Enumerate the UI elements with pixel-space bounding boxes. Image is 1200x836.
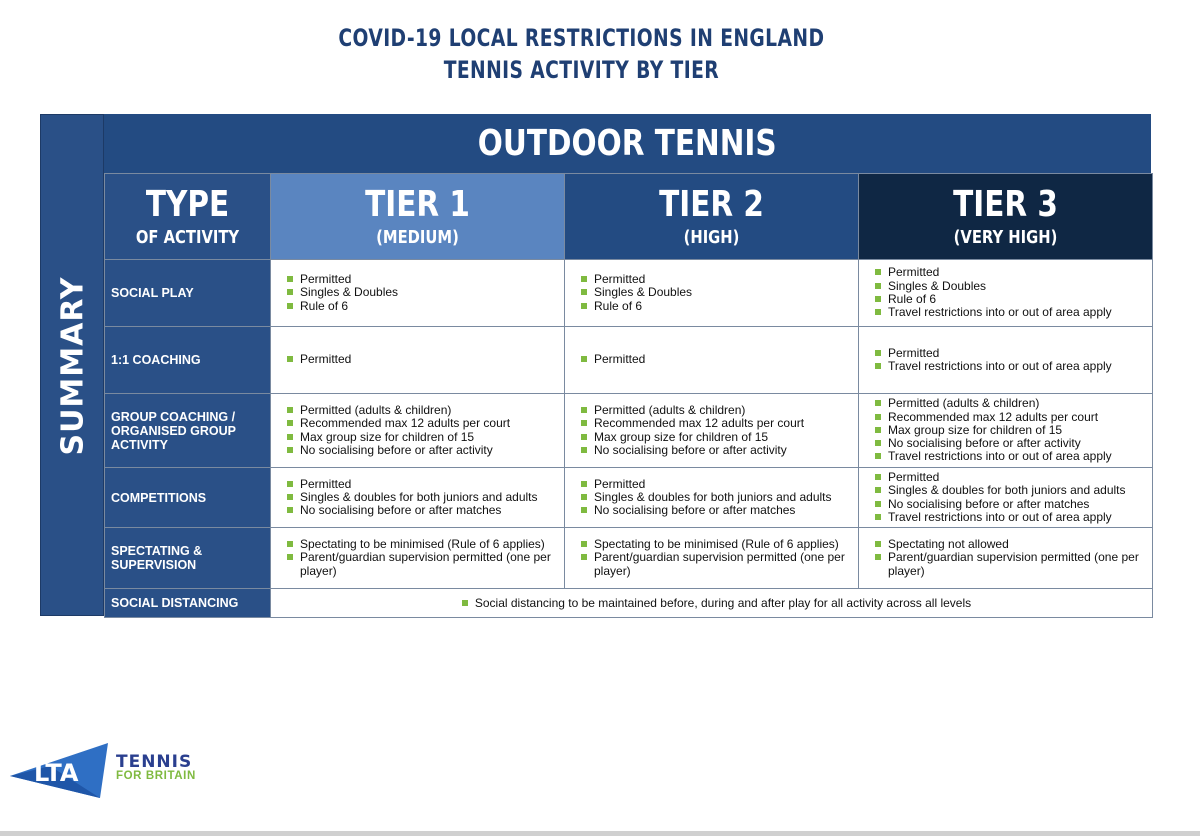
tier-1-cell — [271, 260, 565, 327]
tier-1-cell — [271, 327, 565, 394]
bullet-item: Permitted — [581, 273, 852, 286]
title-line-1: COVID-19 LOCAL RESTRICTIONS IN ENGLAND — [338, 24, 825, 52]
tier-2-cell — [565, 394, 859, 468]
bullet-item: Travel restrictions into or out of area apply — [875, 306, 1146, 319]
bullet-list — [875, 471, 1146, 524]
bullet-item: Permitted — [287, 273, 558, 286]
bullet-list — [875, 347, 1146, 374]
bullet-item: Permitted — [287, 353, 558, 366]
type-title: TYPE — [145, 183, 230, 225]
table-body — [105, 260, 1153, 589]
activity-label: GROUP COACHING / ORGANISED GROUP ACTIVITY — [105, 394, 271, 468]
bullet-list — [581, 538, 852, 578]
bullet-item: Singles & Doubles — [581, 286, 852, 299]
bullet-item: No socialising before or after activity — [875, 437, 1146, 450]
bullet-list — [581, 404, 852, 457]
tier-2-cell — [565, 260, 859, 327]
tier-3-cell — [859, 528, 1153, 589]
bullet-item: Travel restrictions into or out of area apply — [875, 511, 1146, 524]
bullet-list — [287, 538, 558, 578]
bullet-item: Parent/guardian supervision permitted (one per player) — [287, 551, 558, 578]
bullet-item: Rule of 6 — [287, 300, 558, 313]
tier-name: TIER 2 — [659, 183, 764, 225]
tier-1-header — [271, 174, 565, 260]
bullet-item: Permitted — [581, 478, 852, 491]
bullet-list — [581, 478, 852, 518]
tier-2-cell — [565, 327, 859, 394]
bullet-item: Permitted (adults & children) — [287, 404, 558, 417]
bullet-list — [287, 478, 558, 518]
tier-name: TIER 3 — [953, 183, 1058, 225]
bullet-list — [875, 266, 1146, 319]
type-subtitle: OF ACTIVITY — [135, 226, 240, 248]
bullet-item: Permitted — [875, 266, 1146, 279]
bullet-item: Singles & Doubles — [875, 280, 1146, 293]
bullet-item: No socialising before or after activity — [287, 444, 558, 457]
tier-3-cell — [859, 327, 1153, 394]
bullet-item: Rule of 6 — [875, 293, 1146, 306]
bullet-item: Recommended max 12 adults per court — [581, 417, 852, 430]
social-distancing-text: Social distancing to be maintained before, during and after play for all activity across all levels — [462, 597, 971, 610]
logo-subtitle: FOR BRITAIN — [116, 770, 196, 782]
bullet-item: No socialising before or after matches — [875, 498, 1146, 511]
bullet-item: No socialising before or after matches — [287, 504, 558, 517]
bullet-item: Permitted — [581, 353, 852, 366]
bullet-item: Max group size for children of 15 — [287, 431, 558, 444]
tier-2-cell — [565, 528, 859, 589]
bullet-item: No socialising before or after matches — [581, 504, 852, 517]
bullet-list — [287, 404, 558, 457]
bullet-list — [875, 397, 1146, 463]
title-line-2: TENNIS ACTIVITY BY TIER — [443, 56, 720, 84]
bullet-item: Permitted — [875, 347, 1146, 360]
bullet-item: Travel restrictions into or out of area apply — [875, 450, 1146, 463]
tier-level: (HIGH) — [683, 226, 740, 248]
bullet-item: Permitted (adults & children) — [875, 397, 1146, 410]
activity-label: SPECTATING & SUPERVISION — [105, 528, 271, 589]
bullet-item: Singles & Doubles — [287, 286, 558, 299]
bullet-item: Permitted (adults & children) — [581, 404, 852, 417]
bullet-item: Spectating to be minimised (Rule of 6 applies) — [581, 538, 852, 551]
table-row — [105, 528, 1153, 589]
footer-bar — [0, 831, 1200, 836]
bullet-item: Singles & doubles for both juniors and adults — [287, 491, 558, 504]
tier-level: (VERY HIGH) — [953, 226, 1058, 248]
bullet-item: Singles & doubles for both juniors and adults — [875, 484, 1146, 497]
bullet-item: Recommended max 12 adults per court — [287, 417, 558, 430]
tier-3-cell — [859, 260, 1153, 327]
bullet-list — [875, 538, 1146, 578]
tier-name: TIER 1 — [365, 183, 470, 225]
bullet-list — [287, 273, 558, 313]
table-header-row — [105, 174, 1153, 260]
social-distancing-label: SOCIAL DISTANCING — [105, 589, 271, 618]
social-distancing-cell — [271, 589, 1153, 618]
summary-label: SUMMARY — [55, 276, 91, 456]
bullet-item: Rule of 6 — [581, 300, 852, 313]
section-title: OUTDOOR TENNIS — [478, 123, 777, 164]
activity-label: COMPETITIONS — [105, 468, 271, 528]
bullet-item: Spectating to be minimised (Rule of 6 applies) — [287, 538, 558, 551]
logo-name: TENNIS — [116, 752, 193, 772]
bullet-list — [287, 353, 558, 366]
bullet-item: Permitted — [875, 471, 1146, 484]
tier-1-cell — [271, 394, 565, 468]
activity-label: 1:1 COACHING — [105, 327, 271, 394]
bullet-item: Parent/guardian supervision permitted (one per player) — [875, 551, 1146, 578]
table-row — [105, 260, 1153, 327]
tier-level: (MEDIUM) — [376, 226, 459, 248]
bullet-list — [581, 353, 852, 366]
tier-3-header — [859, 174, 1153, 260]
tier-2-cell — [565, 468, 859, 528]
tier-2-header — [565, 174, 859, 260]
tier-1-cell — [271, 468, 565, 528]
table-row — [105, 327, 1153, 394]
bullet-item: Max group size for children of 15 — [581, 431, 852, 444]
bullet-item: No socialising before or after activity — [581, 444, 852, 457]
bullet-item: Recommended max 12 adults per court — [875, 411, 1146, 424]
summary-side-band — [40, 114, 104, 616]
tier-1-cell — [271, 528, 565, 589]
activity-label: SOCIAL PLAY — [105, 260, 271, 327]
logo-mark-text: LTA — [34, 759, 79, 787]
bullet-item: Spectating not allowed — [875, 538, 1146, 551]
bullet-item: Travel restrictions into or out of area apply — [875, 360, 1146, 373]
bullet-item: Permitted — [287, 478, 558, 491]
tier-3-cell — [859, 394, 1153, 468]
type-of-activity-header — [105, 174, 271, 260]
table-row — [105, 468, 1153, 528]
bullet-item: Parent/guardian supervision permitted (one per player) — [581, 551, 852, 578]
social-distancing-row — [105, 589, 1153, 618]
bullet-list — [581, 273, 852, 313]
bullet-item: Max group size for children of 15 — [875, 424, 1146, 437]
restrictions-table — [104, 173, 1153, 618]
table-row — [105, 394, 1153, 468]
bullet-item: Singles & doubles for both juniors and adults — [581, 491, 852, 504]
tier-3-cell — [859, 468, 1153, 528]
section-header — [104, 114, 1151, 173]
